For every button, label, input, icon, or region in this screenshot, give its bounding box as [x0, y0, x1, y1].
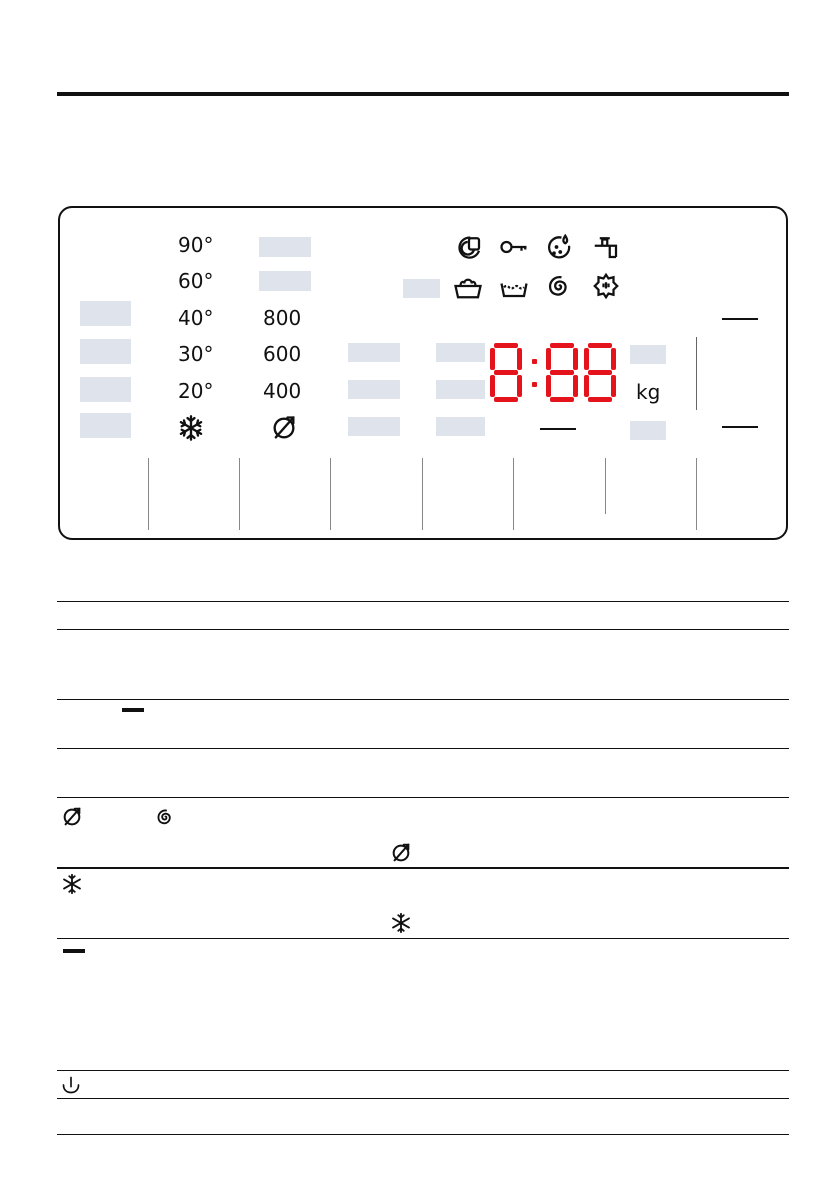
table-rule: [57, 601, 789, 602]
table-rule: [57, 1134, 789, 1135]
segment-divider: [239, 458, 240, 530]
segment-divider: [422, 458, 423, 530]
dash-icon: [63, 949, 85, 953]
panel-placeholder: [436, 380, 485, 399]
spin-icon: [544, 271, 574, 301]
top-rule: [57, 92, 789, 96]
segment-divider: [330, 458, 331, 530]
key-icon: [499, 232, 529, 262]
weight-unit: kg: [636, 380, 661, 404]
prewash-icon: [453, 271, 483, 301]
panel-placeholder: [80, 301, 131, 326]
spin-speed-400: 400: [263, 379, 302, 403]
table-rule: [57, 629, 789, 630]
table-rule: [57, 797, 789, 798]
panel-dash: [722, 426, 758, 428]
no-spin-icon: [61, 806, 83, 828]
table-rule: [57, 1098, 789, 1099]
table-rule: [57, 699, 789, 700]
table-rule: [57, 748, 789, 749]
snowflake-icon: [390, 912, 412, 934]
no-spin-icon: [270, 414, 298, 442]
tap-icon: [591, 232, 621, 262]
panel-placeholder: [348, 380, 400, 399]
panel-placeholder: [436, 417, 485, 436]
segment-divider: [605, 458, 606, 514]
table-rule: [57, 1070, 789, 1071]
seven-segment-display: [490, 342, 618, 404]
temperature-30: 30°: [178, 342, 214, 366]
anti-crease-icon: [591, 271, 621, 301]
panel-divider: [696, 337, 697, 410]
panel-placeholder: [348, 417, 400, 436]
intensive-icon: [454, 232, 484, 262]
table-rule: [57, 867, 789, 869]
no-spin-icon: [390, 842, 412, 864]
rinse-plus-icon: [544, 232, 574, 262]
temperature-60: 60°: [178, 269, 214, 293]
panel-placeholder: [80, 413, 131, 438]
panel-placeholder: [348, 343, 400, 362]
panel-placeholder: [259, 271, 311, 291]
display-dash: [540, 428, 576, 430]
spin-speed-800: 800: [263, 306, 302, 330]
segment-divider: [513, 458, 514, 530]
dash-icon: [122, 708, 144, 712]
spin-icon: [154, 806, 176, 828]
panel-placeholder: [259, 237, 311, 257]
table-rule: [57, 938, 789, 939]
panel-placeholder: [403, 279, 440, 298]
temperature-icon: [61, 1075, 81, 1095]
segment-divider: [148, 458, 149, 530]
panel-placeholder: [80, 377, 131, 402]
panel-placeholder: [630, 421, 666, 440]
spin-speed-600: 600: [263, 342, 302, 366]
rinse-icon: [499, 271, 529, 301]
panel-placeholder: [80, 339, 131, 364]
panel-dash: [722, 318, 758, 320]
temperature-40: 40°: [178, 306, 214, 330]
temperature-20: 20°: [178, 379, 214, 403]
display-panel: [58, 206, 788, 540]
snowflake-icon: [177, 414, 205, 442]
snowflake-icon: [61, 873, 83, 895]
segment-divider: [696, 458, 697, 530]
temperature-90: 90°: [178, 233, 214, 257]
panel-placeholder: [630, 345, 666, 364]
panel-placeholder: [436, 343, 485, 362]
